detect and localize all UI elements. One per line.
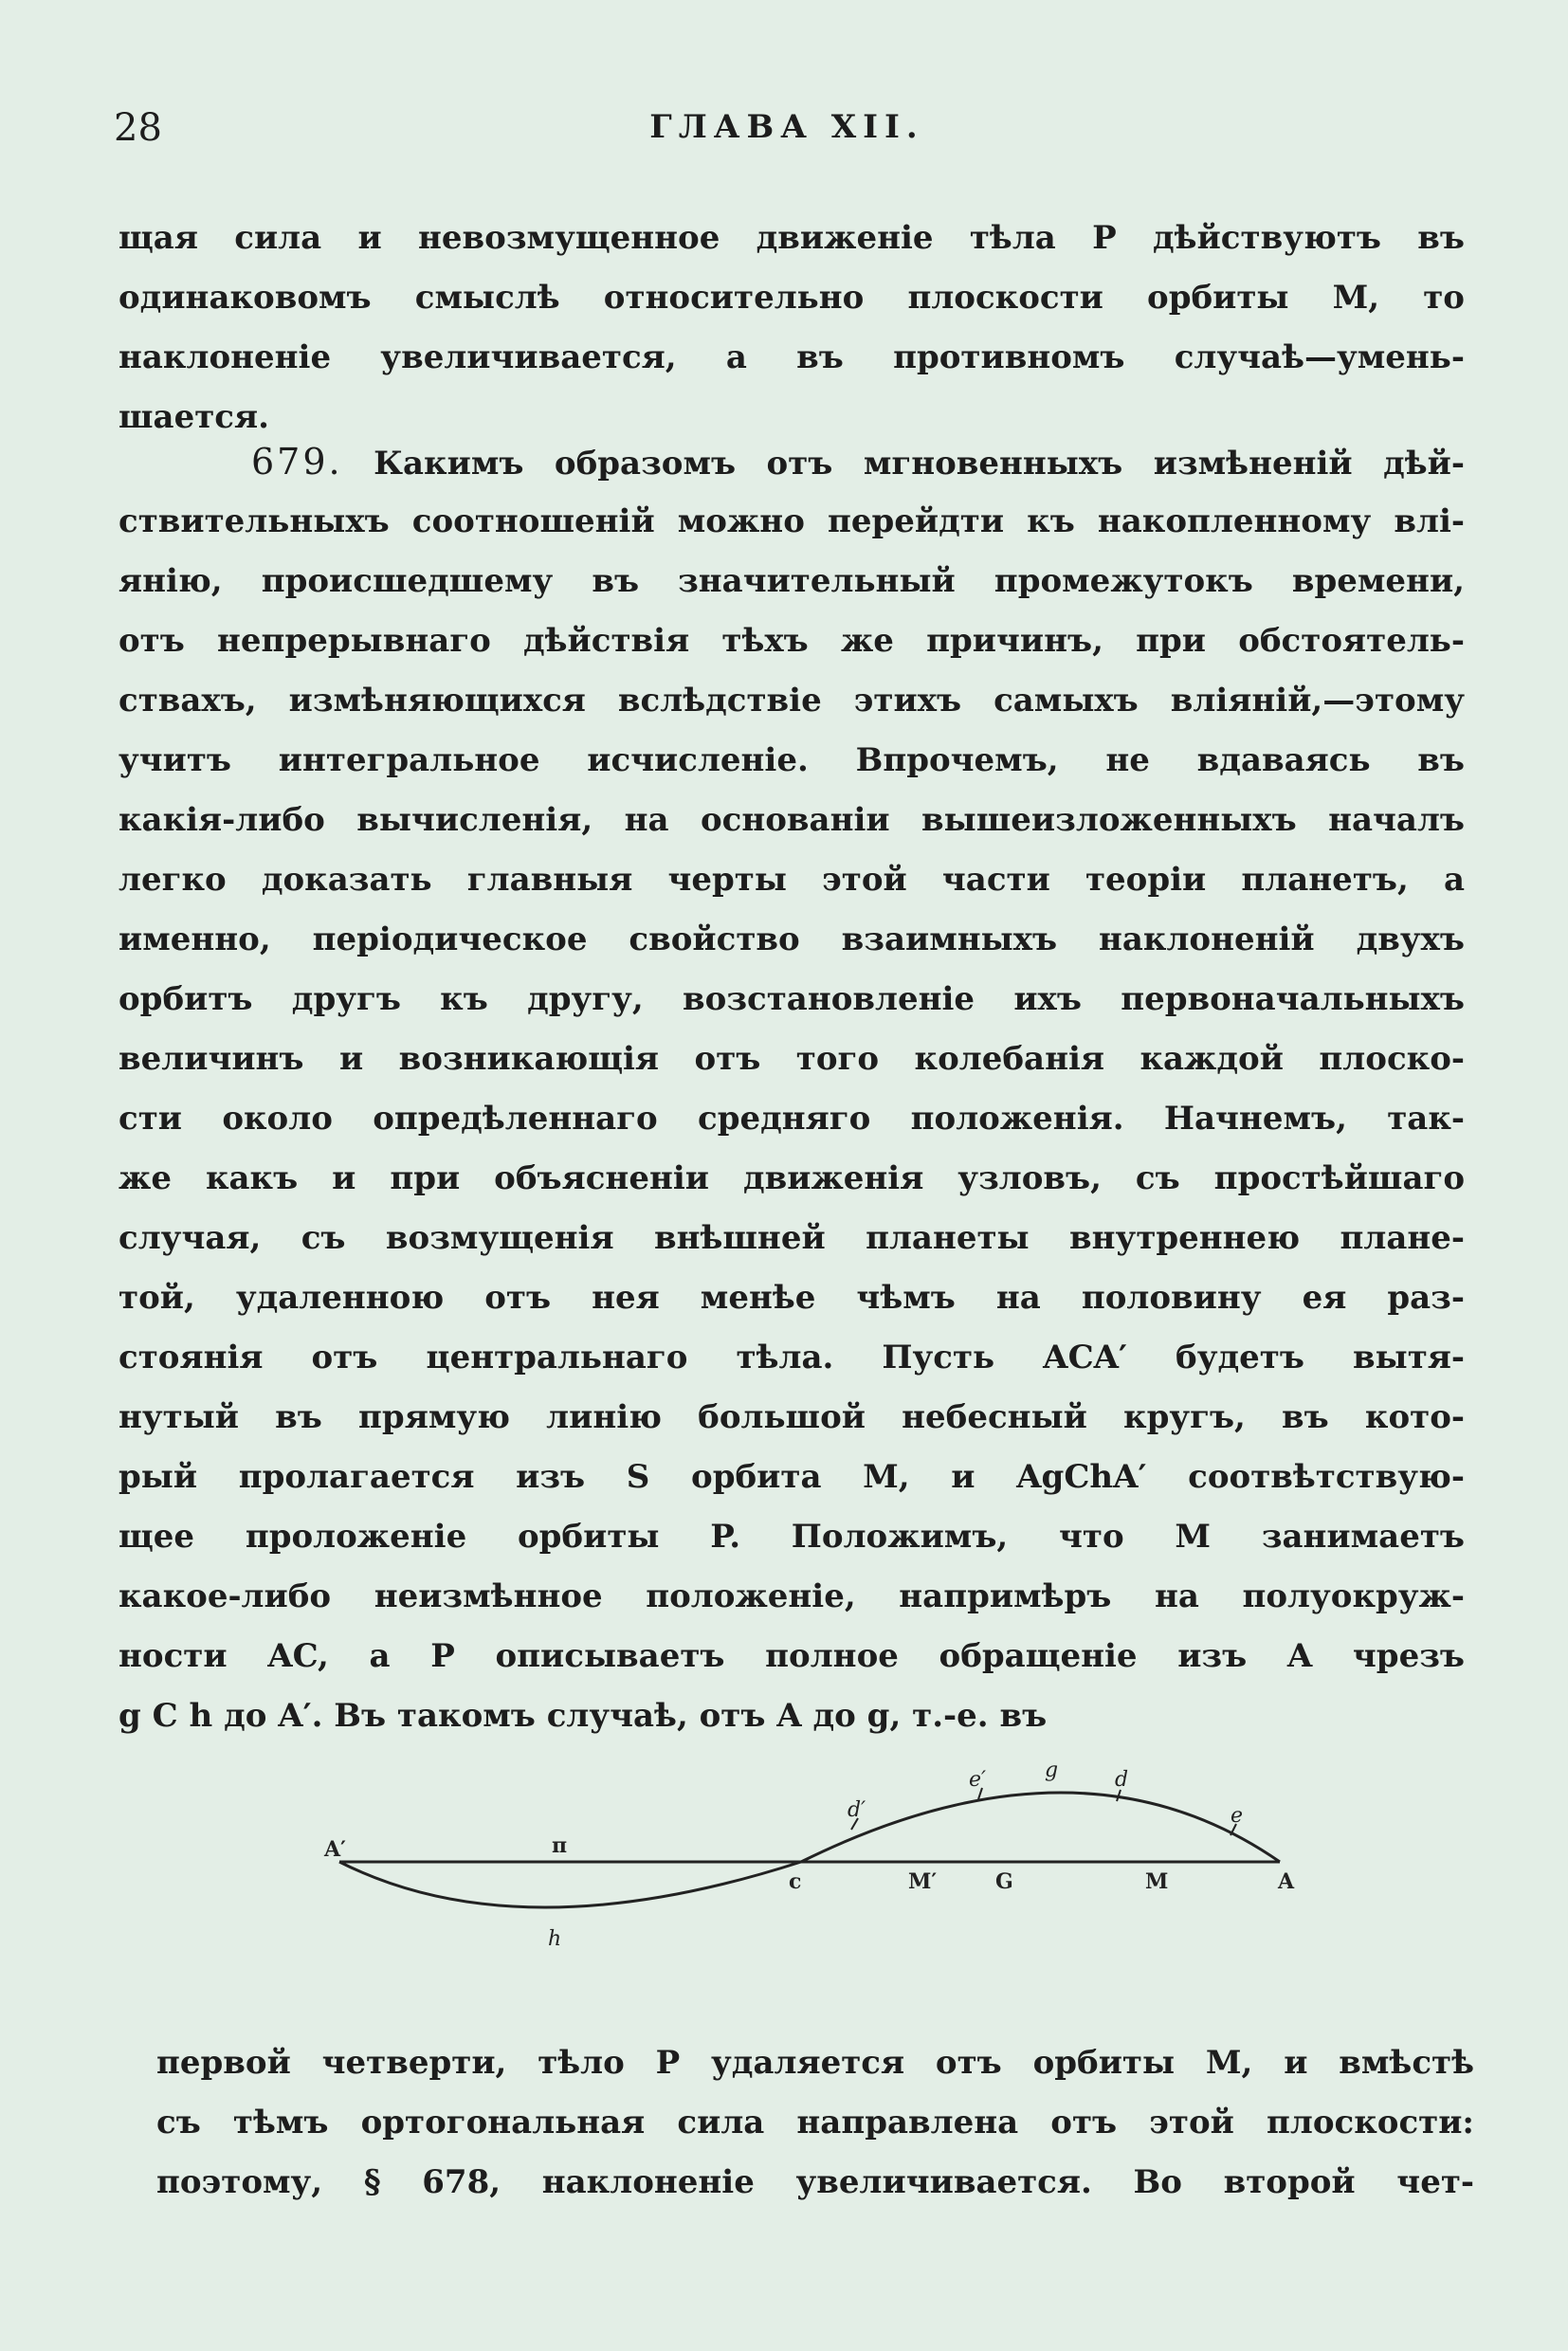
text-line: же какъ и при объясненіи движенія узловъ, съ простѣйшаго [119, 1159, 1465, 1197]
text-line: какое-либо неизмѣнное положеніе, напримѣръ на полуокруж- [119, 1577, 1465, 1615]
continuation-paragraph [119, 209, 1465, 447]
section-number: 679. [251, 441, 343, 483]
label-d: d [1115, 1768, 1129, 1792]
page-number: 28 [114, 106, 162, 150]
label-h: h [548, 1927, 562, 1951]
label-a: A [1278, 1869, 1295, 1894]
upper-arc [801, 1793, 1280, 1862]
text-line: стоянія отъ центральнаго тѣла. Пусть ACA′ будетъ вытя- [119, 1339, 1465, 1376]
orbit-diagram-svg [303, 1735, 1346, 1962]
text-line: шается. [119, 398, 269, 436]
label-e-prime: e′ [969, 1768, 987, 1792]
text-line: янію, происшедшему въ значительный промежутокъ времени, [119, 562, 1465, 600]
text-line: первой четверти, тѣло P удаляется отъ орбиты M, и вмѣстѣ [156, 2044, 1474, 2082]
text-line: одинаковомъ смыслѣ относительно плоскости орбиты M, то [119, 279, 1465, 317]
text-line: отъ непрерывнаго дѣйствія тѣхъ же причинъ, при обстоятель- [119, 622, 1465, 660]
text-line: съ тѣмъ ортогональная сила направлена отъ этой плоскости: [156, 2104, 1474, 2141]
label-a-prime: A′ [324, 1837, 346, 1862]
section-679-paragraph [119, 432, 1465, 1746]
text-line: ствахъ, измѣняющихся вслѣдствіе этихъ самыхъ вліяній,—этому [119, 682, 1465, 720]
label-m: M [1145, 1869, 1169, 1894]
text-line: какія-либо вычисленія, на основаніи вышеизложенныхъ началъ [119, 801, 1465, 839]
text-line: нутый въ прямую линію большой небесный кругъ, въ кото- [119, 1398, 1465, 1436]
text-line: g C h до A′. Въ такомъ случаѣ, отъ A до g, т.-е. въ [119, 1697, 1048, 1735]
text-line: учитъ интегральное исчисленіе. Впрочемъ, не вдаваясь въ [119, 741, 1465, 779]
text-line: поэтому, § 678, наклоненіе увеличивается. Во второй чет- [156, 2163, 1474, 2201]
text-line: 679. Какимъ образомъ отъ мгновенныхъ измѣненій дѣй- [251, 441, 1465, 483]
text-line: наклоненіе увеличивается, а въ противномъ случаѣ—умень- [119, 338, 1465, 376]
chapter-title: ГЛАВА XII. [649, 108, 924, 146]
label-c: c [789, 1869, 802, 1894]
closing-paragraph [156, 2033, 1474, 2213]
text-line: сти около опредѣленнаго средняго положенія. Начнемъ, так- [119, 1100, 1465, 1138]
text-line: щее проложеніе орбиты P. Положимъ, что M занимаетъ [119, 1518, 1465, 1556]
label-g-big: G [995, 1869, 1013, 1894]
text-line: ности AC, а P описываетъ полное обращеніе изъ A чрезъ [119, 1637, 1465, 1675]
text-line: легко доказать главныя черты этой части теоріи планетъ, а [119, 861, 1465, 899]
text-line: случая, съ возмущенія внѣшней планеты внутреннею плане- [119, 1219, 1465, 1257]
lower-arc [339, 1862, 801, 1907]
text-line: рый пролагается изъ S орбита M, и AgChA′ соотвѣтствую- [119, 1458, 1465, 1496]
text-line: ствительныхъ соотношеній можно перейдти къ накопленному влі- [119, 502, 1465, 540]
label-d-prime: d′ [848, 1798, 866, 1822]
page-header [114, 106, 1460, 163]
orbit-diagram [303, 1735, 1346, 1966]
text-line: щая сила и невозмущенное движеніе тѣла P дѣйствуютъ въ [119, 219, 1465, 257]
text-line: именно, періодическое свойство взаимныхъ наклоненій двухъ [119, 920, 1465, 958]
label-m-prime: M′ [908, 1869, 938, 1894]
text-line: той, удаленною отъ нея менѣе чѣмъ на половину ея раз- [119, 1279, 1465, 1317]
text-line: величинъ и возникающія отъ того колебанія каждой плоско- [119, 1040, 1465, 1078]
label-e: e [1231, 1804, 1244, 1828]
label-n: п [552, 1833, 568, 1858]
label-g-small: g [1045, 1759, 1059, 1782]
text-line: орбитъ другъ къ другу, возстановленіе ихъ первоначальныхъ [119, 980, 1465, 1018]
